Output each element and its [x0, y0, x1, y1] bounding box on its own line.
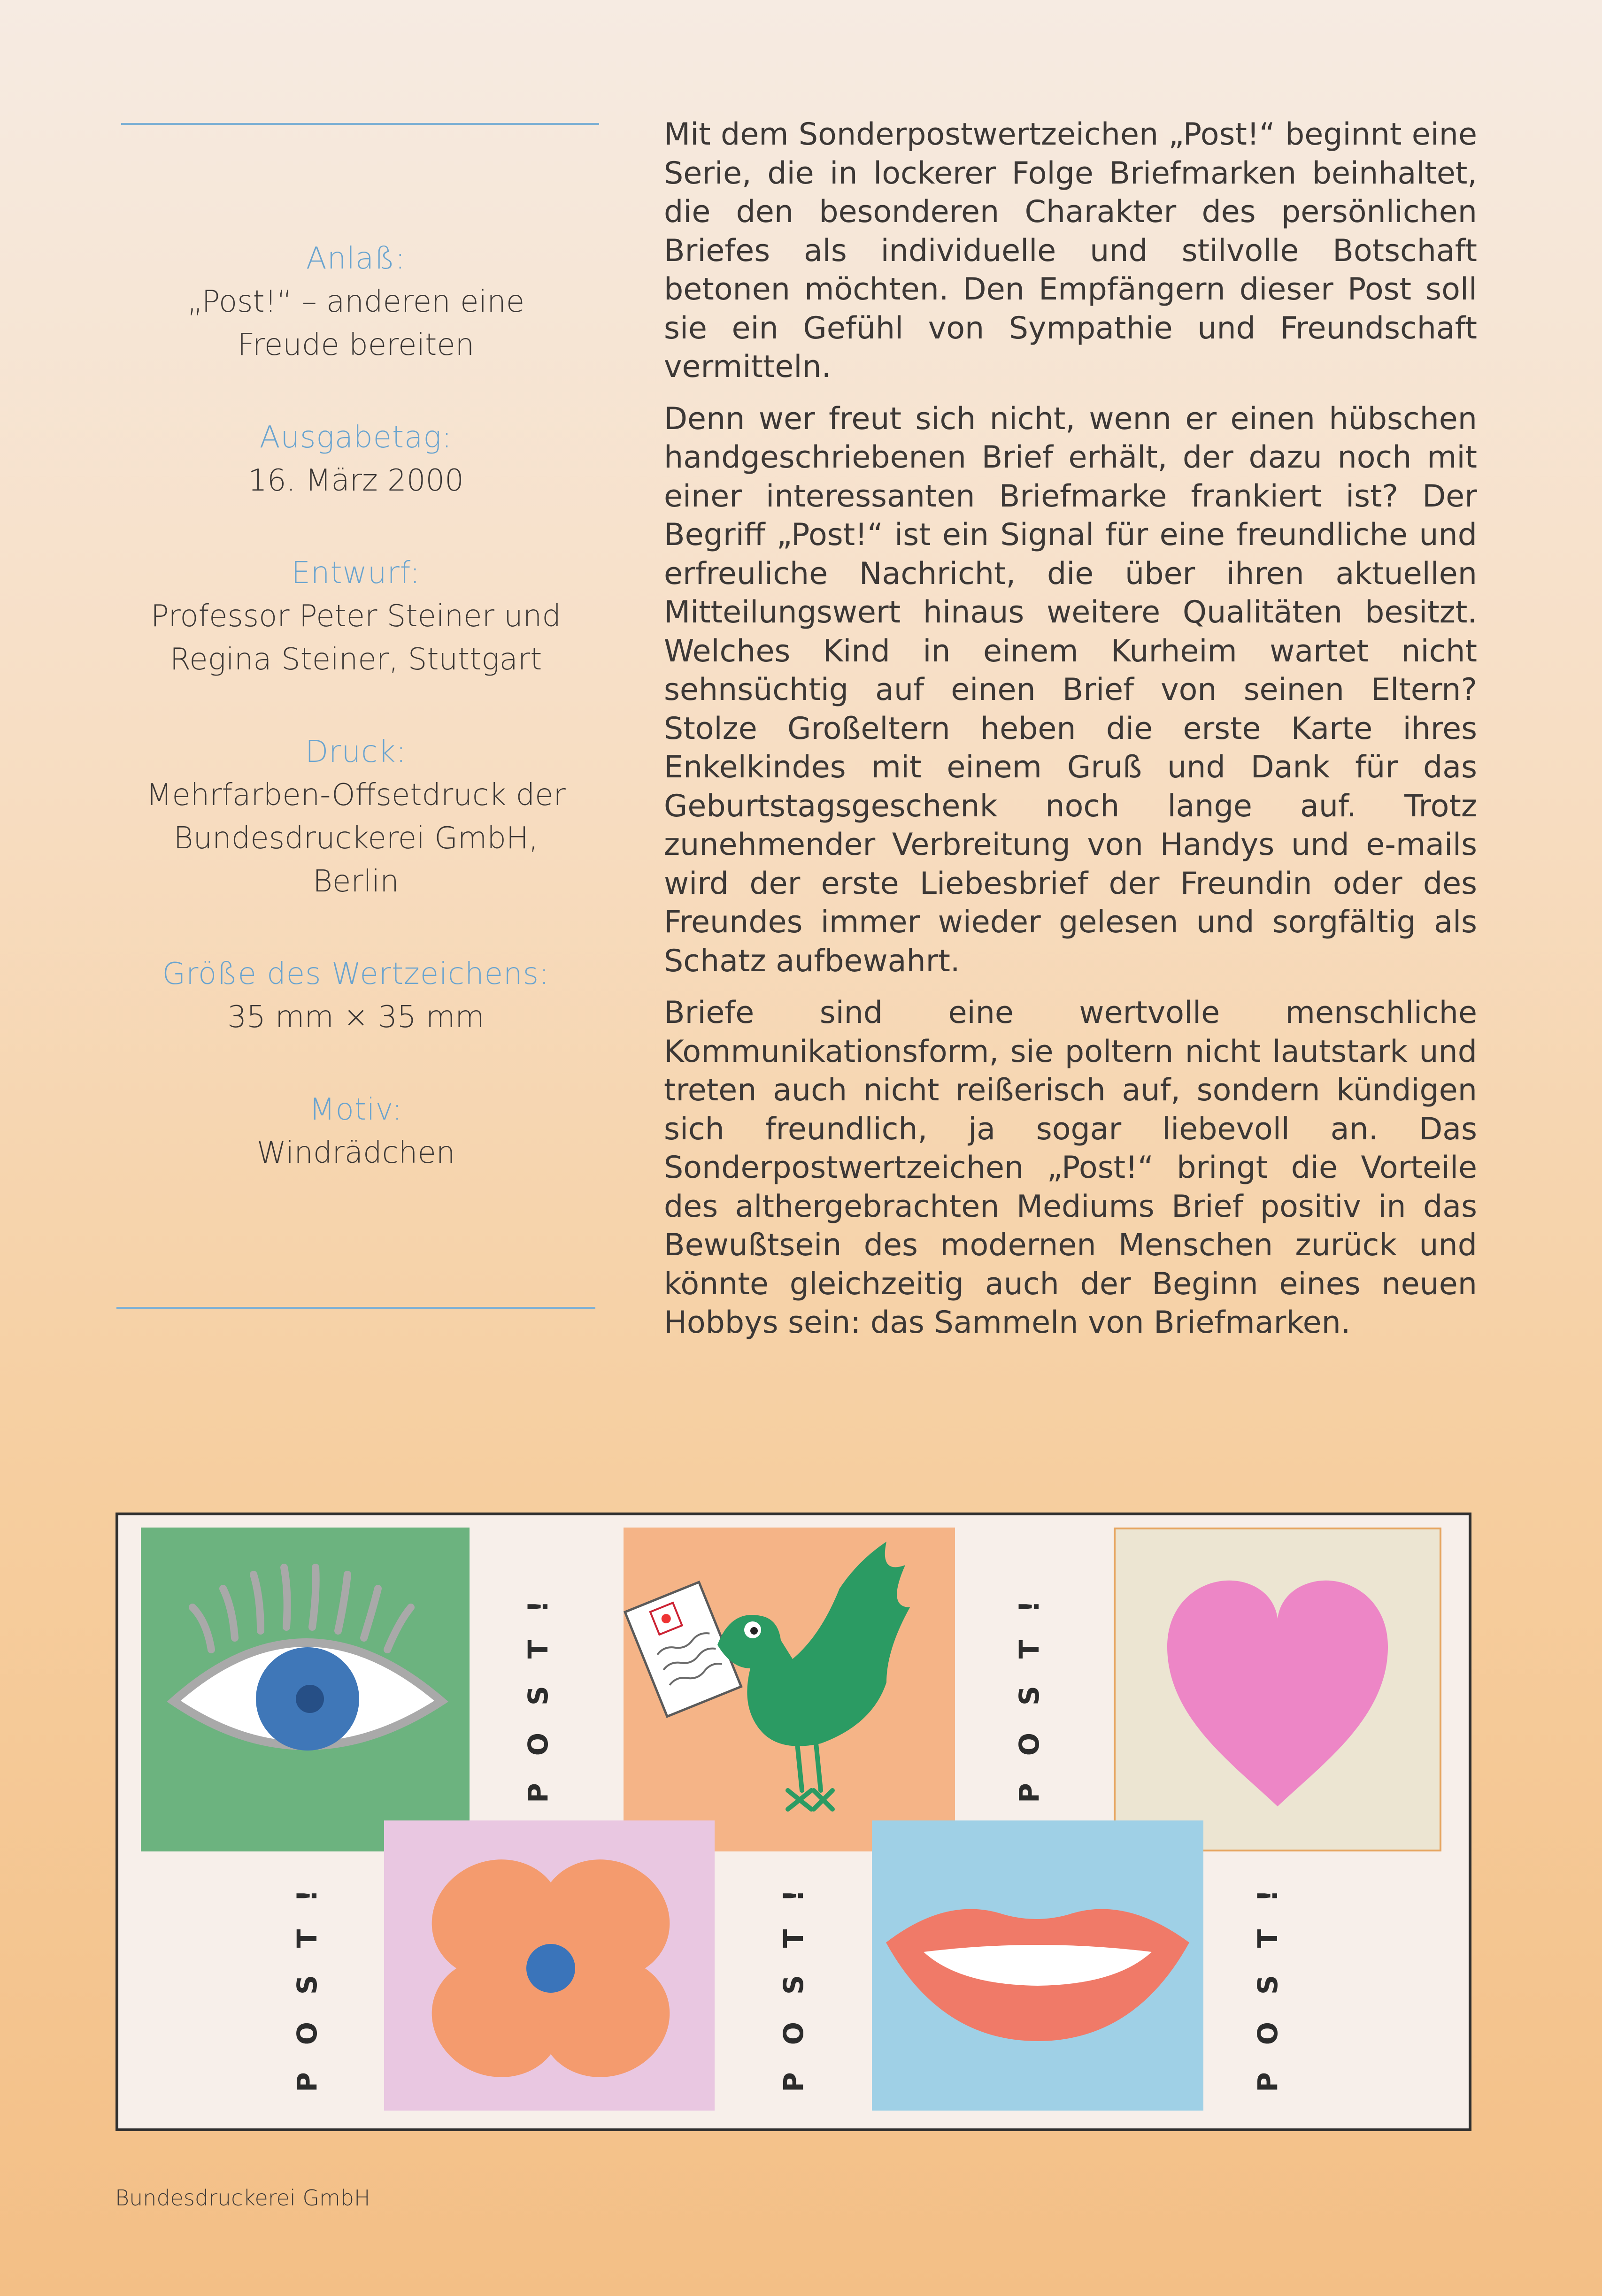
post-label: POST!: [1013, 1573, 1046, 1803]
paragraph: Mit dem Sonderpostwertzeichen „Post!“ beginnt eine Serie, die in lockerer Folge Briefmarken beinhaltet, die den besonderen Charakter des persönlichen Briefes als individuelle und stilvolle Botschaft betonen möchten. Den Empfängern dieser Post soll sie ein Gefühl von Sympathie und Freundschaft vermitteln.: [664, 117, 1477, 384]
motif-label: Motiv:: [309, 1092, 403, 1127]
occasion-label: Anlaß:: [306, 241, 406, 276]
issue-date-value: 16. März 2000: [248, 463, 464, 498]
lips-icon: [872, 1820, 1203, 2111]
design-field: [121, 552, 591, 681]
post-label: POST!: [778, 1862, 810, 2092]
stamp-bird: [624, 1528, 955, 1851]
flower-icon: [384, 1820, 715, 2111]
occasion-value: „Post!“ – anderen eine Freude bereiten: [187, 284, 525, 362]
paragraph: Denn wer freut sich nicht, wenn er einen hübschen handgeschriebenen Brief erhält, der dazu noch mit einer interessanten Briefmarke frankiert ist? Der Begriff „Post!“ ist ein Signal für eine freundliche und erfreuliche Nachricht, die über ihren aktuellen Mitteilungswert hinaus weitere Qualitäten besitzt. Welches Kind in einem Kurheim wartet nicht sehnsüchtig auf einen Brief von seinen Eltern? Stolze Großeltern heben die erste Karte ihres Enkelkindes mit einem Gruß und Dank für das Geburtstagsgeschenk noch lange auf. Trotz zunehmender Verbreitung von Handys und e-mails wird der erste Liebesbrief der Freundin oder des Freundes immer wieder gelesen und sorgfältig als Schatz aufbewahrt.: [664, 401, 1477, 979]
top-divider: [121, 123, 599, 125]
design-value: Professor Peter Steiner und Regina Steiner, Stuttgart: [151, 599, 561, 677]
stamp-lips: [872, 1820, 1203, 2111]
post-label: POST!: [1252, 1862, 1284, 2092]
printing-field: [121, 730, 591, 903]
motif-field: [121, 1088, 591, 1175]
stamp-eye: [141, 1528, 470, 1851]
heart-icon: [1116, 1529, 1440, 1850]
bottom-divider: [116, 1307, 595, 1309]
stamp-size-field: [121, 952, 591, 1039]
bird-with-letter-icon: [624, 1528, 955, 1851]
occasion-field: [121, 237, 591, 367]
stamp-heart: [1114, 1528, 1441, 1851]
stamp-size-label: Größe des Wertzeichens:: [162, 957, 550, 991]
eye-icon: [141, 1528, 470, 1851]
printing-label: Druck:: [305, 735, 407, 769]
issue-date-label: Ausgabetag:: [259, 420, 453, 455]
printing-value: Mehrfarben-Offsetdruck der Bundesdruckerei GmbH, Berlin: [146, 778, 566, 899]
issue-date-field: [121, 416, 591, 502]
post-label: POST!: [522, 1573, 555, 1803]
design-label: Entwurf:: [291, 556, 421, 591]
stamp-flower: [384, 1820, 715, 2111]
description-text: [664, 115, 1477, 1356]
printer-imprint: Bundesdruckerei GmbH: [115, 2185, 370, 2211]
paragraph: Briefe sind eine wertvolle menschliche Kommunikationsform, sie poltern nicht lautstark und treten auch nicht reißerisch auf, sondern kündigen sich freundlich, ja sogar liebevoll an. Das Sonderpostwertzeichen „Post!“ bringt die Vorteile des althergebrachten Mediums Brief positiv in das Bewußtsein des modernen Menschen zurück und könnte gleichzeitig auch der Beginn eines neuen Hobbys sein: das Sammeln von Briefmarken.: [664, 995, 1477, 1340]
issue-details: [121, 237, 591, 1224]
motif-value: Windrädchen: [256, 1136, 455, 1170]
post-label: POST!: [291, 1862, 323, 2092]
stamp-sheet: [116, 1513, 1471, 2131]
stamp-size-value: 35 mm × 35 mm: [227, 1000, 485, 1035]
